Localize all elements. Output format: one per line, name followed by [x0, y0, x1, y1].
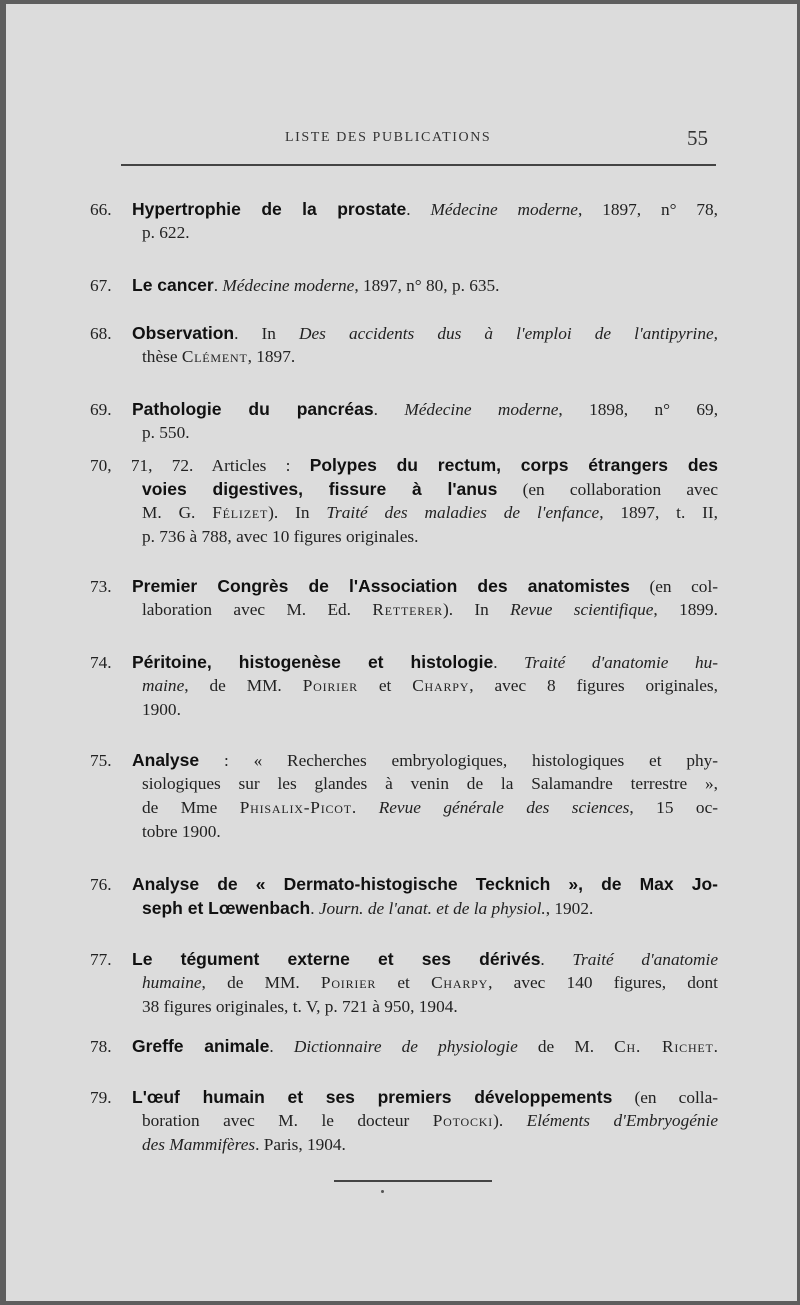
- entry-number: 78.: [90, 1037, 112, 1056]
- author-name: Retterer: [372, 600, 443, 619]
- journal-name: Revue scientifique: [510, 600, 654, 619]
- author-name: Potocki: [432, 1111, 494, 1130]
- author-name: Poirier: [302, 676, 358, 695]
- entry-title: Polypes du rectum, corps étrangers des: [309, 455, 718, 475]
- end-ornament-dot: [381, 1190, 384, 1193]
- entry-title: L'œuf humain et ses premiers développements: [132, 1087, 613, 1107]
- journal-name: Eléments d'Embryogénie: [526, 1111, 718, 1130]
- publication-entry-78: 78. Greffe animale. Dictionnaire de physiologie de M. Ch. Richet.: [90, 1034, 718, 1058]
- page-header: [6, 126, 797, 154]
- publication-entry-79: 79. L'œuf humain et ses premiers développements (en colla- boration avec M. le docteur Potocki). Eléments d'Embryogénie des Mammifères. Paris, 1904.: [90, 1087, 718, 1154]
- author-name: Clément: [181, 347, 248, 366]
- author-name: Félizet: [212, 503, 269, 522]
- entry-number: 76.: [90, 875, 112, 894]
- journal-name: Traité d'anatomie hu-: [524, 653, 719, 672]
- journal-name: Médecine moderne: [222, 276, 355, 295]
- journal-name: Revue générale des sciences: [378, 798, 630, 817]
- end-rule: [334, 1180, 492, 1182]
- journal-name: Médecine moderne: [430, 200, 578, 219]
- entry-title: Analyse: [132, 750, 200, 770]
- journal-name: Dictionnaire de physiologie: [293, 1037, 518, 1056]
- publication-entry-69: 69. Pathologie du pancréas. Médecine moderne, 1898, n° 69, p. 550.: [90, 399, 719, 442]
- entry-title: Pathologie du pancréas: [132, 399, 374, 419]
- entry-number: 77.: [90, 950, 112, 969]
- entry-title-cont: voies digestives, fissure à l'anus: [142, 479, 498, 499]
- publication-entry-67: 67. Le cancer. Médecine moderne, 1897, n° 80, p. 635.: [90, 273, 718, 297]
- entry-number: 67.: [90, 276, 112, 295]
- entry-title-cont: seph et Lœwenbach: [142, 898, 311, 918]
- publication-entry-68: 68. Observation. In Des accidents dus à l'emploi de l'antipyrine, thèse Clément, 1897.: [90, 323, 718, 366]
- entry-title: Greffe animale: [132, 1036, 270, 1056]
- page-number: 55: [687, 126, 708, 150]
- entry-title: Le cancer: [132, 275, 214, 295]
- entry-number: 74.: [90, 653, 112, 672]
- author-name: Charpy: [412, 676, 470, 695]
- entry-title: Observation: [132, 323, 235, 343]
- author-name: Poirier: [320, 973, 377, 992]
- author-name: Ch. Richet: [614, 1037, 714, 1056]
- publication-entry-66: 66. Hypertrophie de la prostate. Médecine moderne, 1897, n° 78, p. 622.: [90, 199, 718, 242]
- entry-title: Le tégument externe et ses dérivés: [132, 949, 541, 969]
- entry-title: Analyse de « Dermato-histogische Tecknich », de Max Jo-: [132, 874, 718, 894]
- journal-name: Médecine moderne: [404, 400, 559, 419]
- entry-number: 75.: [90, 751, 112, 770]
- publication-entry-73: 73. Premier Congrès de l'Association des anatomistes (en col- laboration avec M. Ed. Retterer). In Revue scientifique, 1899.: [90, 576, 718, 619]
- author-name: Phisalix-Picot: [239, 798, 352, 817]
- publication-entry-76: 76. Analyse de « Dermato-histogische Tecknich », de Max Jo- seph et Lœwenbach. Journ. de l'anat. et de la physiol., 1902.: [90, 874, 718, 918]
- journal-name: Traité d'anatomie: [572, 950, 718, 969]
- journal-name: Journ. de l'anat. et de la physiol.: [318, 899, 546, 918]
- entry-number: 66.: [90, 200, 112, 219]
- entry-title: Péritoine, histogenèse et histologie: [132, 652, 494, 672]
- entry-number: 70, 71, 72.: [90, 456, 194, 475]
- publication-entry-70-72: 70, 71, 72. Articles : Polypes du rectum, corps étrangers des voies digestives, fissure à l'anus (en collaboration avec M. G. Félizet). In Traité des maladies de l'enfance, 1897, t. II, p. 736 à 788, avec 10 figures originales.: [90, 455, 718, 546]
- entry-number: 69.: [90, 400, 112, 419]
- journal-name: Traité des maladies de l'enfance: [326, 503, 600, 522]
- entry-number: 68.: [90, 324, 112, 343]
- entry-number: 73.: [90, 577, 112, 596]
- publication-entry-75: 75. Analyse : « Recherches embryologiques, histologiques et phy- siologiques sur les glandes à venin de la Salamandre terrestre », de Mme Phisalix-Picot. Revue générale des sciences, 15 oc- tobre 1900.: [90, 750, 718, 841]
- entry-title: Hypertrophie de la prostate: [132, 199, 407, 219]
- entry-title: Premier Congrès de l'Association des anatomistes: [132, 576, 630, 596]
- publication-entry-74: 74. Péritoine, histogenèse et histologie. Traité d'anatomie hu- maine, de MM. Poirier et Charpy, avec 8 figures originales, 1900.: [90, 652, 719, 719]
- author-name: Charpy: [431, 973, 489, 992]
- document-page: [6, 4, 797, 1301]
- entry-number: 79.: [90, 1088, 112, 1107]
- running-title: LISTE DES PUBLICATIONS: [285, 130, 492, 145]
- header-rule: [121, 164, 716, 166]
- publication-entry-77: 77. Le tégument externe et ses dérivés. Traité d'anatomie humaine, de MM. Poirier et Charpy, avec 140 figures, dont 38 figures originales, t. V, p. 721 à 950, 1904.: [90, 949, 718, 1016]
- journal-name: Des accidents dus à l'emploi de l'antipyrine,: [299, 324, 718, 343]
